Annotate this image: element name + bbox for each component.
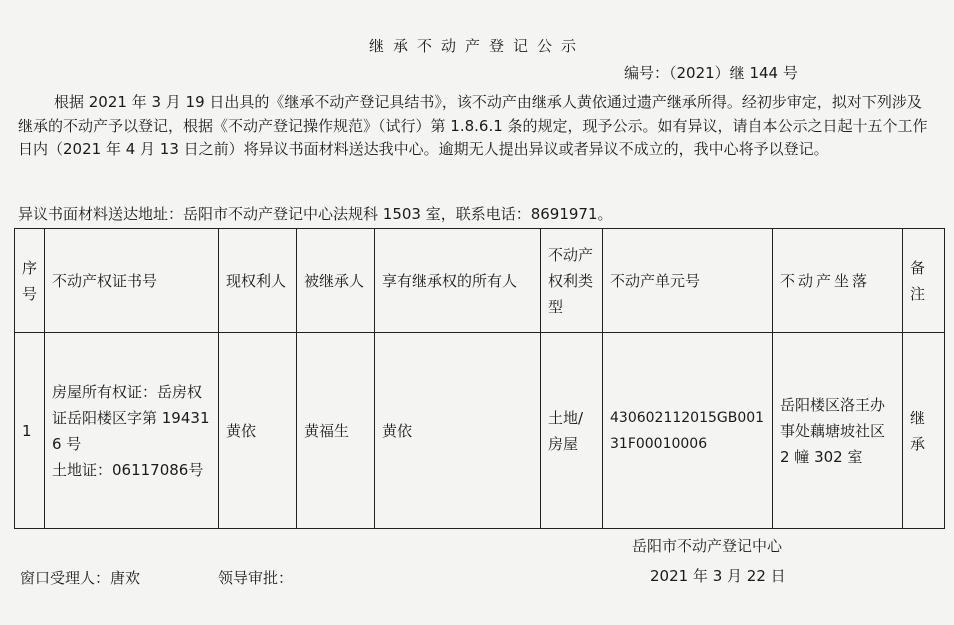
issue-date: 2021 年 3 月 22 日 xyxy=(650,567,786,585)
header-seq: 序号 xyxy=(15,229,45,333)
cell-holder: 黄依 xyxy=(219,333,297,529)
cell-unit-no: 430602112015GB00131F00010006 xyxy=(603,333,773,529)
cert-house: 房屋所有权证：岳房权证岳阳楼区字第 194316 号 xyxy=(52,382,210,453)
header-remark: 备注 xyxy=(903,229,945,333)
cell-seq: 1 xyxy=(15,333,45,529)
approval-label: 领导审批： xyxy=(218,569,294,587)
cell-cert-no xyxy=(45,333,219,529)
header-unit-no: 不动产单元号 xyxy=(603,229,773,333)
doc-number: 编号：（2021）继 144 号 xyxy=(624,64,798,82)
cell-decedent: 黄福生 xyxy=(297,333,375,529)
cell-right-type: 土地/房屋 xyxy=(541,333,603,529)
table-row xyxy=(15,333,945,529)
objection-address: 异议书面材料送达地址：岳阳市不动产登记中心法规科 1503 室，联系电话：8691971。 xyxy=(18,205,613,223)
header-heirs: 享有继承权的所有人 xyxy=(375,229,541,333)
cert-land: 土地证：06117086号 xyxy=(52,460,204,479)
header-holder: 现权利人 xyxy=(219,229,297,333)
header-right-type: 不动产权利类型 xyxy=(541,229,603,333)
clerk-name: 窗口受理人：唐欢 xyxy=(20,569,141,587)
notice-body: 根据 2021 年 3 月 19 日出具的《继承不动产登记具结书》，该不动产由继承人黄依通过遗产继承所得。经初步审定，拟对下列涉及继承的不动产予以登记，根据《不动产登记操作规范》（试行）第 1.8.6.1 条的规定，现予公示。如有异议，请自本公示之日起十五个工作日内（2021 年 4 月 13 日之前）将异议书面材料送达我中心。逾期无人提出异议或者异议不成立的，我中心将予以登记。 xyxy=(18,93,928,158)
registration-table xyxy=(14,228,945,529)
notice-title: 继承不动产登记公示 xyxy=(368,37,585,55)
cell-heirs: 黄依 xyxy=(375,333,541,529)
table-header-row xyxy=(15,229,945,333)
header-location: 不动产坐落 xyxy=(773,229,903,333)
cell-remark: 继承 xyxy=(903,333,945,529)
header-decedent: 被继承人 xyxy=(297,229,375,333)
header-cert-no: 不动产权证书号 xyxy=(45,229,219,333)
issuing-org: 岳阳市不动产登记中心 xyxy=(632,537,783,555)
cell-location: 岳阳楼区洛王办事处藕塘坡社区 2 幢 302 室 xyxy=(773,333,903,529)
